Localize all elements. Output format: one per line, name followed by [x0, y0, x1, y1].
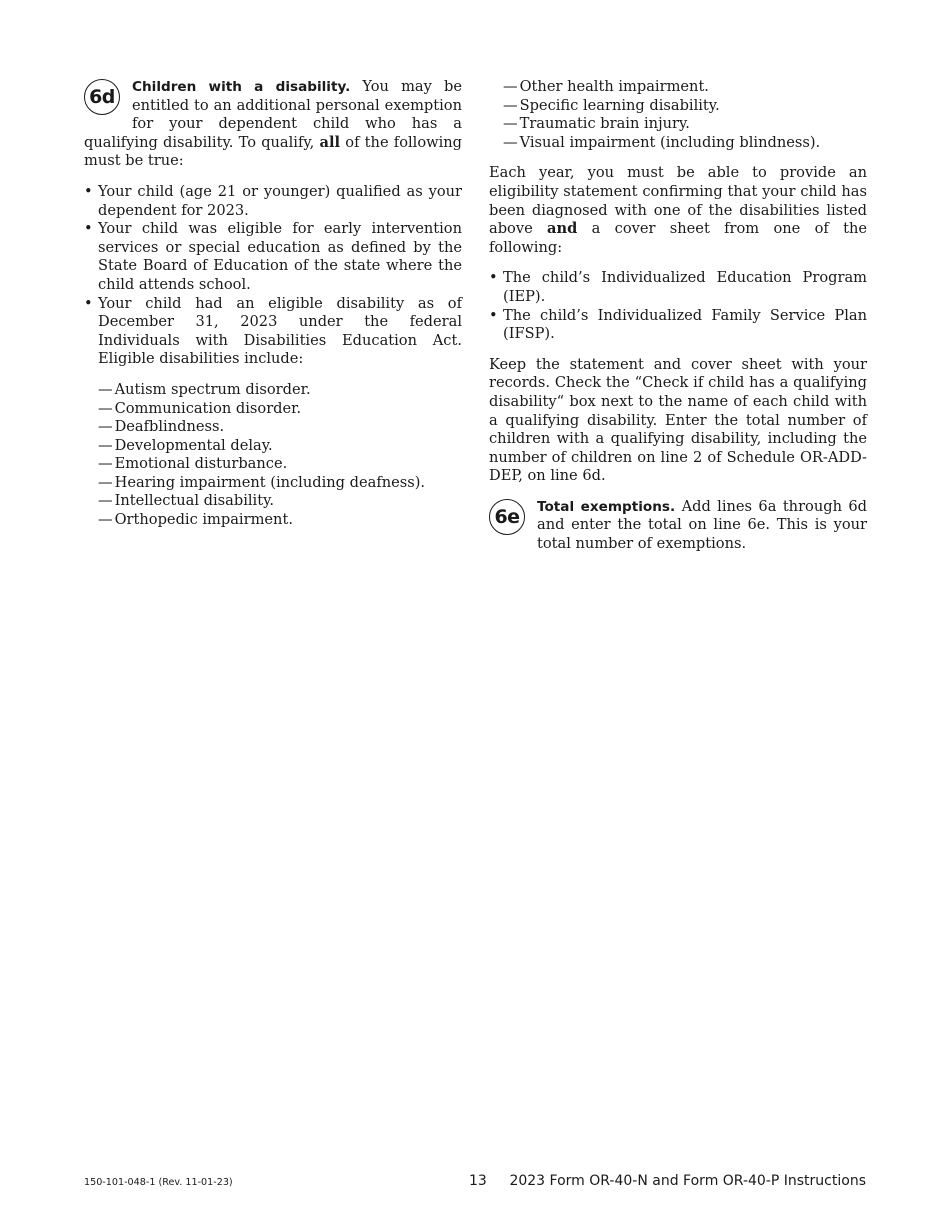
section-6e-paragraph — [489, 498, 867, 554]
section-6d-text-a: You may be entitled to an additional personal exemption for your dependent child who has a qualifying disability. To qualify, — [84, 78, 462, 151]
list-item: • Your child was eligible for early intervention services or special education as defined by the State Board of Education of the state where the child attends school. — [84, 220, 462, 294]
form-number: 150-101-048-1 (Rev. 11-01-23) — [84, 1177, 233, 1188]
list-item: — Other health impairment. — [503, 78, 867, 97]
eligibility-bold-and: and — [547, 220, 578, 238]
left-column — [84, 78, 462, 542]
disability-list — [98, 381, 462, 530]
line-badge-6e: 6e — [489, 499, 525, 535]
list-item: • The child’s Individualized Family Service Plan (IFSP). — [489, 307, 867, 344]
list-item: — Deafblindness. — [98, 418, 462, 437]
list-item: — Emotional disturbance. — [98, 455, 462, 474]
section-6d-text-b: of the following must be true: — [84, 133, 462, 170]
right-column — [489, 78, 867, 566]
list-item: — Hearing impairment (including deafness). — [98, 474, 462, 493]
list-item: — Autism spectrum disorder. — [98, 381, 462, 400]
page-number: 13 — [469, 1173, 487, 1189]
line-badge-6d: 6d — [84, 79, 120, 115]
list-item: — Specific learning disability. — [503, 97, 867, 116]
footer-title: 2023 Form OR-40-N and Form OR-40-P Instructions — [509, 1173, 866, 1189]
list-item: — Communication disorder. — [98, 400, 462, 419]
list-item: — Developmental delay. — [98, 437, 462, 456]
section-6e-heading: Total exemptions. — [537, 498, 676, 515]
list-item: — Traumatic brain injury. — [503, 115, 867, 134]
section-6d-bold-all: all — [319, 133, 341, 151]
list-item: — Intellectual disability. — [98, 492, 462, 511]
section-6d-intro — [84, 78, 462, 171]
qualification-list — [84, 183, 462, 369]
eligibility-text-b: a cover sheet from one of the following: — [489, 220, 867, 256]
section-6d-heading: Children with a disability. — [132, 79, 351, 95]
list-item: • Your child had an eligible disability as of December 31, 2023 under the federal Individuals with Disabilities Education Act. Eligible disabilities include: — [84, 295, 462, 369]
section-6e-text: Add lines 6a through 6d and enter the total on line 6e. This is your total number of exemptions. — [537, 497, 868, 553]
disability-list-continued — [503, 78, 867, 152]
eligibility-paragraph — [489, 164, 867, 257]
list-item: — Visual impairment (including blindness). — [503, 134, 867, 153]
eligibility-text-a: Each year, you must be able to provide an eligibility statement confirming that your child has been diagnosed with one of the disabilities listed above — [489, 164, 867, 238]
plan-list — [489, 269, 867, 343]
list-item: — Orthopedic impairment. — [98, 511, 462, 530]
page-footer — [84, 1173, 866, 1193]
list-item: • Your child (age 21 or younger) qualified as your dependent for 2023. — [84, 183, 462, 220]
records-paragraph: Keep the statement and cover sheet with your records. Check the “Check if child has a qualifying disability“ box next to the name of each child with a qualifying disability. Enter the total number of children with a qualifying disability, including the number of children on line 2 of Schedule OR-ADD-DEP, on line 6d. — [489, 355, 867, 485]
list-item: • The child’s Individualized Education Program (IEP). — [489, 269, 867, 306]
